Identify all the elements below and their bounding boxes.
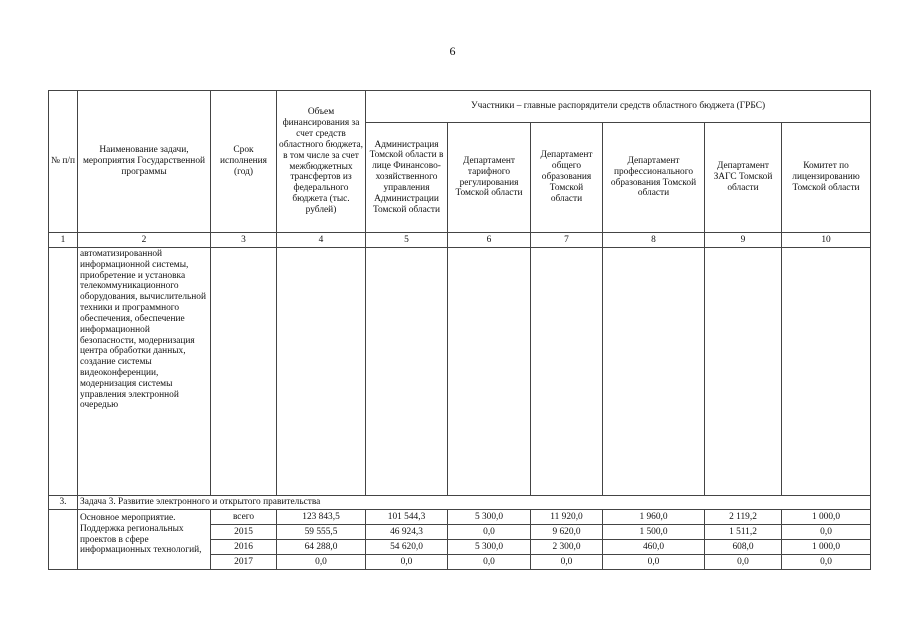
activity-value: 123 843,5 [277,510,366,525]
budget-table [48,90,871,570]
index-cell: 1 [49,233,78,248]
activity-term: 2017 [211,555,277,570]
header-participant-zags: Департамент ЗАГС Томской области [705,123,782,233]
empty-cell [603,248,705,496]
activity-value: 64 288,0 [277,540,366,555]
empty-cell [366,248,448,496]
empty-cell [211,248,277,496]
activity-value: 1 511,2 [705,525,782,540]
activity-value: 101 544,3 [366,510,448,525]
task-num: 3. [49,496,78,510]
activity-value: 608,0 [705,540,782,555]
activity-term: 2015 [211,525,277,540]
activity-value: 1 960,0 [603,510,705,525]
empty-cell [448,248,531,496]
header-participant-administration: Администрация Томской области в лице Финансово-хозяйственного управления Администрации Томской области [366,123,448,233]
header-col-funding: Объем финансирования за счет средств областного бюджета, в том числе за счет межбюджетных трансфертов из федерального бюджета (тыс. рублей) [277,91,366,233]
activity-value: 0,0 [531,555,603,570]
activity-value: 0,0 [366,555,448,570]
index-cell: 3 [211,233,277,248]
activity-value: 11 920,0 [531,510,603,525]
index-cell: 9 [705,233,782,248]
index-cell: 6 [448,233,531,248]
header-col-name: Наименование задачи, мероприятия Государственной программы [78,91,211,233]
activity-value: 1 000,0 [782,510,871,525]
activity-value: 54 620,0 [366,540,448,555]
header-participant-professional-education: Департамент профессионального образования Томской области [603,123,705,233]
activity-value: 1 500,0 [603,525,705,540]
empty-cell [531,248,603,496]
activity-value: 0,0 [782,555,871,570]
index-cell: 7 [531,233,603,248]
empty-cell [49,510,78,570]
empty-cell [705,248,782,496]
task-title: Задача 3. Развитие электронного и открытого правительства [78,496,871,510]
activity-value: 5 300,0 [448,540,531,555]
activity-term: 2016 [211,540,277,555]
empty-cell [782,248,871,496]
activity-value: 2 119,2 [705,510,782,525]
header-participants-title: Участники – главные распорядители средств областного бюджета (ГРБС) [366,91,871,123]
activity-value: 9 620,0 [531,525,603,540]
activity-value: 46 924,3 [366,525,448,540]
empty-cell [277,248,366,496]
index-cell: 2 [78,233,211,248]
index-cell: 4 [277,233,366,248]
index-row [49,233,871,248]
task-row [49,496,871,510]
continuation-text: автоматизированной информационной системы, приобретение и установка телекоммуникационного оборудования, вычислительной техники и программного обеспечения, обеспечение информационной безопасности, модернизация центра обработки данных, создание системы видеоконференции, модернизация системы управления электронной очередью [78,248,211,496]
header-col-term: Срок исполнения (год) [211,91,277,233]
page-number: 6 [449,44,456,58]
activity-value: 0,0 [603,555,705,570]
activity-value: 0,0 [277,555,366,570]
activity-value: 0,0 [782,525,871,540]
activity-value: 59 555,5 [277,525,366,540]
activity-value: 0,0 [448,555,531,570]
empty-cell [49,248,78,496]
index-cell: 10 [782,233,871,248]
header-participant-general-education: Департамент общего образования Томской области [531,123,603,233]
continuation-row [49,248,871,496]
index-cell: 5 [366,233,448,248]
activity-value: 2 300,0 [531,540,603,555]
activity-value: 0,0 [705,555,782,570]
header-row-1 [49,91,871,123]
header-col-num: № п/п [49,91,78,233]
activity-value: 0,0 [448,525,531,540]
activity-value: 5 300,0 [448,510,531,525]
activity-row-total [49,510,871,525]
index-cell: 8 [603,233,705,248]
activity-name: Основное мероприятие. Поддержка региональных проектов в сфере информационных технологий, [78,510,211,570]
header-participant-tariff: Департамент тарифного регулирования Томской области [448,123,531,233]
activity-term: всего [211,510,277,525]
activity-value: 460,0 [603,540,705,555]
activity-value: 1 000,0 [782,540,871,555]
header-participant-licensing: Комитет по лицензированию Томской области [782,123,871,233]
